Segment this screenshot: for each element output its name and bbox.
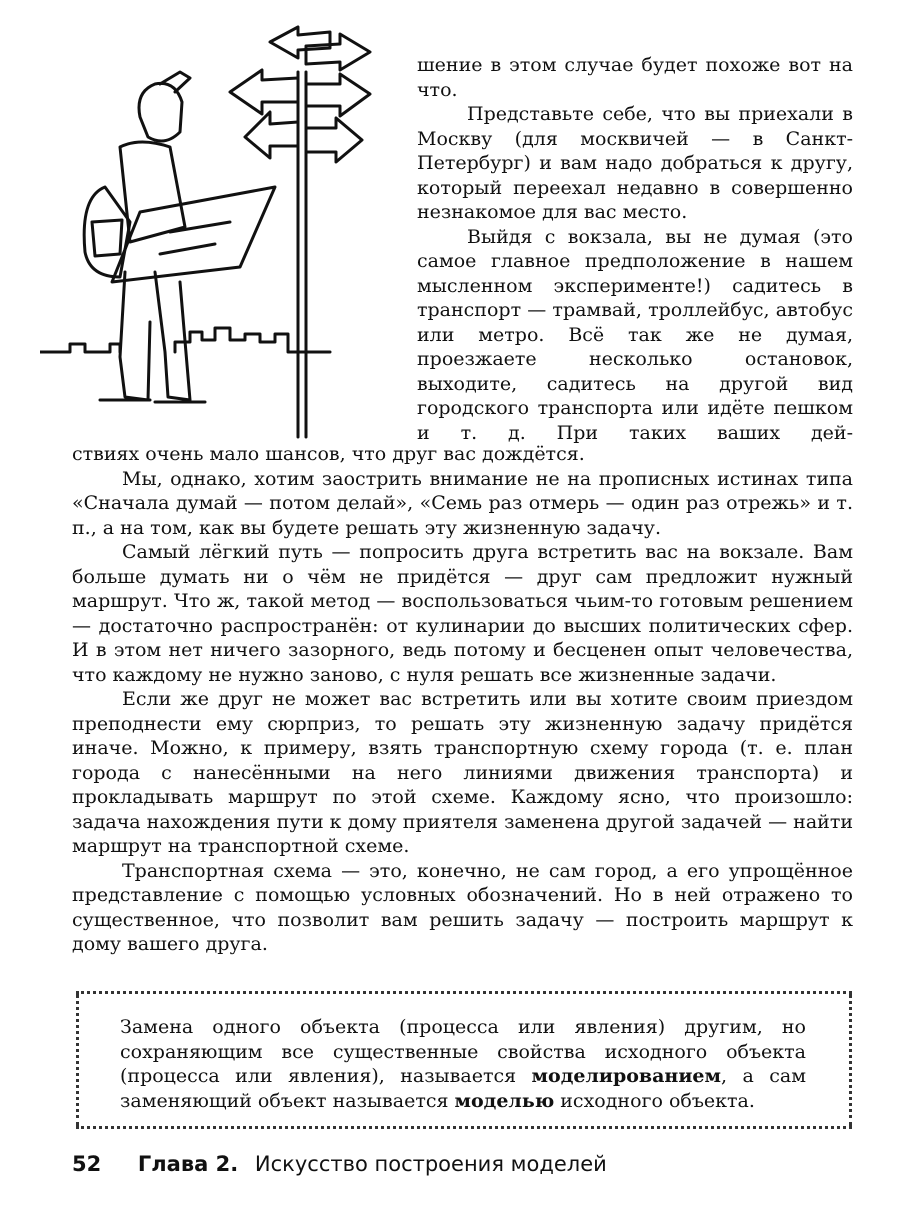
paragraph: Если же друг не может вас встретить или вы хотите своим приездом преподнести ему сюрприз, то решать эту жизненную задачу придётся иначе. Можно, к примеру, взять транспортную схему города (т. е. план города с нанесёнными на него линиями движения транспорта) и прокладывать маршрут по этой схеме. Каждому ясно, что произошло: задача нахождения пути к дому приятеля заменена другой задачей — найти маршрут на транспортной схеме.	[72, 688, 853, 857]
definition-part: Замена одного объекта (процесса или явления) другим, но сохраняющим все существенные свойства исходного объекта (процесса или явления), называется	[120, 1016, 806, 1087]
definition-text	[120, 1015, 806, 1113]
definition-part: исходного объекта.	[554, 1089, 755, 1112]
definition-box	[76, 991, 852, 1129]
page-footer	[72, 1152, 607, 1180]
chapter-title: Искусство построения моделей	[254, 1152, 607, 1176]
definition-part: , а сам заменяющий объект называется	[120, 1065, 806, 1112]
paragraph: Мы, однако, хотим заострить внимание не на прописных истинах типа «Сначала думай — потом делай», «Семь раз отмерь — один раз отрежь» и т. п., а на том, как вы будете решать эту жизненную задачу.	[72, 467, 853, 539]
paragraph: ствиях очень мало шансов, что друг вас дождётся.	[72, 443, 585, 465]
traveler-signpost-illustration	[40, 22, 400, 442]
term-model: моделью	[454, 1089, 555, 1112]
chapter-label: Глава 2.	[137, 1152, 239, 1176]
paragraph: Представьте себе, что вы приехали в Москву (для москвичей — в Санкт-Петербург) и вам надо добраться к другу, который переехал недавно в совершенно незнакомое для вас место.	[417, 103, 853, 223]
right-column-text	[417, 53, 853, 445]
page-number: 52	[72, 1152, 102, 1176]
paragraph: Транспортная схема — это, конечно, не сам город, а его упрощённое представление с помощью условных обозначений. Но в ней отражено то существенное, что позволит вам решить задачу — построить маршрут к дому вашего друга.	[72, 859, 853, 955]
body-text	[72, 442, 853, 957]
paragraph: Выйдя с вокзала, вы не думая (это самое главное предположение в нашем мысленном эксперименте!) садитесь в транспорт — трамвай, троллейбус, автобус или метро. Всё так же не думая, проезжаете несколько остановок, выходите, садитесь на другой вид городского транспорта или идёте пешком и т. д. При таких ваших дей-	[417, 225, 853, 444]
paragraph: Самый лёгкий путь — попросить друга встретить вас на вокзале. Вам больше думать ни о чём не придётся — друг сам предложит нужный маршрут. Что ж, такой метод — воспользоваться чьим-то готовым решением — достаточно распространён: от кулинарии до высших политических сфер. И в этом нет ничего зазорного, ведь потому и бесценен опыт человечества, что каждому не нужно заново, с нуля решать все жизненные задачи.	[72, 541, 853, 686]
paragraph: шение в этом случае будет похоже вот на что.	[417, 54, 853, 101]
term-modeling: моделированием	[531, 1065, 722, 1087]
